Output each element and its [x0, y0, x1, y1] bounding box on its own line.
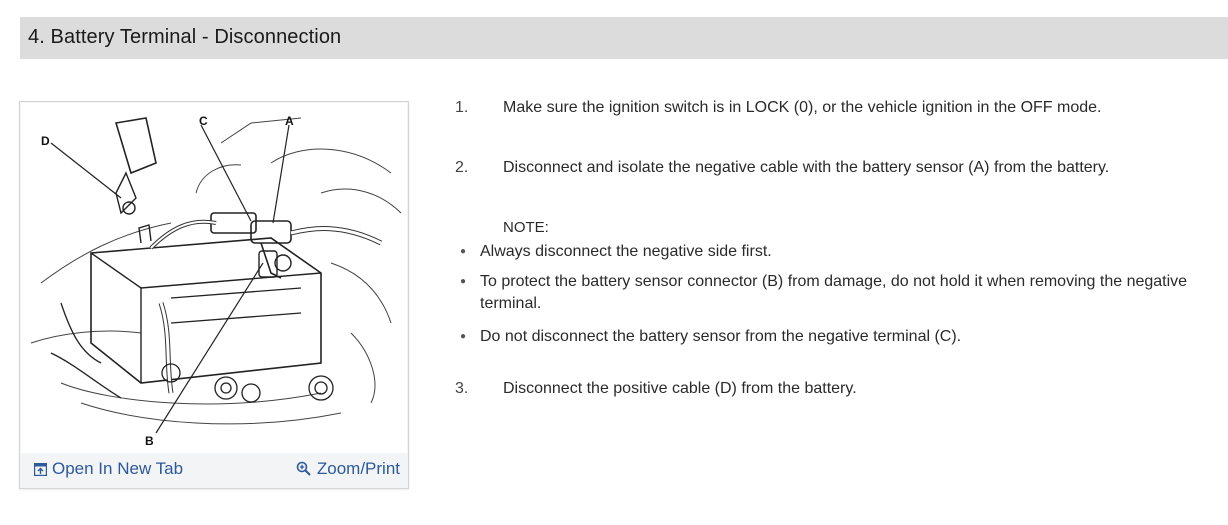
- callout-c: C: [199, 114, 208, 128]
- zoom-icon: [296, 461, 312, 477]
- step-text: Make sure the ignition switch is in LOCK (0), or the vehicle ignition in the OFF mode.: [503, 99, 1102, 116]
- battery-illustration: [21, 103, 407, 453]
- step-number: 1.: [455, 99, 469, 116]
- step-text: Disconnect the positive cable (D) from the battery.: [503, 380, 857, 397]
- note-text: To protect the battery sensor connector (B) from damage, do not hold it when removing the negative terminal.: [480, 273, 1188, 312]
- open-new-tab-link[interactable]: [34, 459, 183, 479]
- section-title: 4. Battery Terminal - Disconnection: [28, 26, 342, 48]
- open-new-tab-label: Open In New Tab: [52, 459, 184, 478]
- note-label: NOTE:: [503, 219, 549, 236]
- bullet-icon: ●: [460, 276, 467, 287]
- callout-b: B: [145, 434, 154, 448]
- callout-a: A: [285, 114, 294, 128]
- figure-footer: [20, 455, 408, 488]
- figure-card: [19, 101, 409, 489]
- step-text: Disconnect and isolate the negative cable with the battery sensor (A) from the battery.: [503, 159, 1110, 176]
- zoom-print-label: Zoom/Print: [316, 459, 400, 478]
- open-new-tab-icon: [34, 463, 47, 476]
- zoom-print-link[interactable]: [296, 459, 400, 479]
- bullet-icon: ●: [460, 331, 467, 342]
- callout-d: D: [41, 134, 50, 148]
- section-header: [20, 17, 1228, 59]
- note-text: Always disconnect the negative side first.: [480, 243, 772, 260]
- step-number: 2.: [455, 159, 469, 176]
- note-text: Do not disconnect the battery sensor from the negative terminal (C).: [480, 328, 962, 345]
- bullet-icon: ●: [460, 246, 467, 257]
- step-number: 3.: [455, 380, 469, 397]
